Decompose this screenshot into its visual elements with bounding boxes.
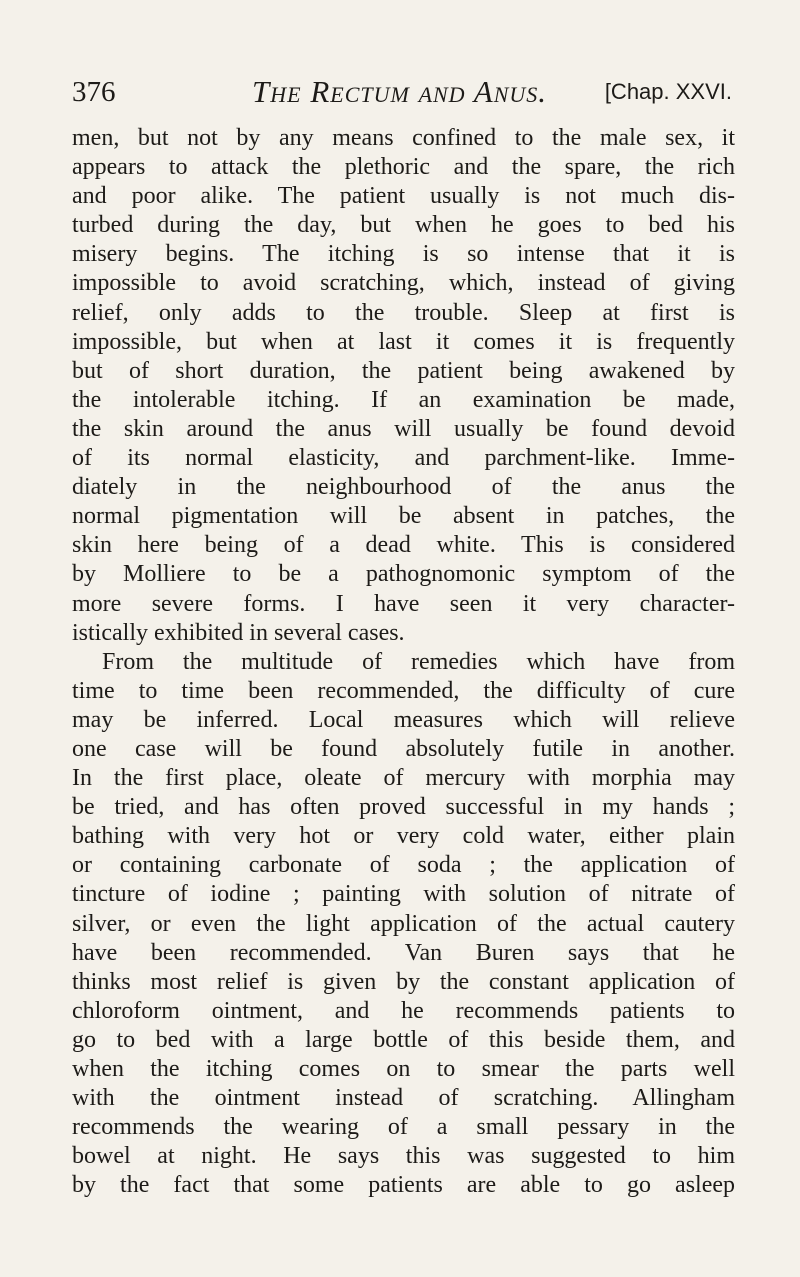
text-line: istically exhibited in several cases. (72, 619, 405, 646)
text-line: with the ointment instead of scratching. Allingham (72, 1085, 735, 1112)
text-line: or containing carbonate of soda ; the application of (72, 852, 735, 879)
text-line: time to time been recommended, the difficulty of cure (72, 677, 735, 704)
text-line: when the itching comes on to smear the parts well (72, 1056, 735, 1082)
text-line: appears to attack the plethoric and the spare, the rich (72, 154, 735, 181)
text-line: by the fact that some patients are able to go asleep (72, 1172, 735, 1199)
text-line: normal pigmentation will be absent in patches, the (72, 503, 735, 530)
text-line: chloroform ointment, and he recommends patients to (72, 997, 735, 1024)
chapter-reference: [Chap. XXVI. (604, 79, 732, 104)
text-line: relief, only adds to the trouble. Sleep at first is (72, 299, 735, 326)
text-line: the skin around the anus will usually be found devoid (72, 415, 735, 442)
text-line: by Molliere to be a pathognomonic symptom of the (72, 561, 735, 588)
running-title: The Rectum and Anus. (252, 74, 548, 109)
text-line: but of short duration, the patient being awakened by (72, 357, 735, 384)
text-line: more severe forms. I have seen it very character- (72, 590, 735, 617)
text-line: bathing with very hot or very cold water, either plain (72, 823, 735, 850)
text-line: turbed during the day, but when he goes to bed his (72, 212, 735, 239)
text-line: In the first place, oleate of mercury with morphia may (72, 765, 735, 792)
text-line: diately in the neighbourhood of the anus the (72, 474, 735, 501)
text-line: misery begins. The itching is so intense that it is (72, 241, 735, 268)
text-line: of its normal elasticity, and parchment-like. Imme- (72, 445, 735, 472)
text-line: skin here being of a dead white. This is considered (72, 532, 735, 559)
text-line: be tried, and has often proved successful in my hands ; (72, 794, 735, 821)
text-line: may be inferred. Local measures which will relieve (72, 706, 735, 733)
text-line: and poor alike. The patient usually is not much dis- (72, 183, 735, 210)
text-line: the intolerable itching. If an examination be made, (72, 386, 735, 413)
text-line: thinks most relief is given by the constant application of (72, 968, 735, 995)
text-line: recommends the wearing of a small pessary in the (72, 1114, 735, 1141)
text-line: go to bed with a large bottle of this beside them, and (72, 1026, 735, 1053)
text-line: men, but not by any means confined to the male sex, it (72, 125, 735, 151)
text-line: one case will be found absolutely futile in another. (72, 735, 735, 762)
text-line: bowel at night. He says this was suggested to him (72, 1143, 735, 1170)
text-line: From the multitude of remedies which have from (102, 648, 735, 675)
text-line: impossible, but when at last it comes it is frequently (72, 328, 735, 355)
text-line: have been recommended. Van Buren says that he (72, 939, 735, 966)
text-line: silver, or even the light application of the actual cautery (72, 910, 735, 937)
text-line: tincture of iodine ; painting with solution of nitrate of (72, 881, 735, 908)
page-header (72, 74, 732, 114)
page-number: 376 (72, 76, 116, 108)
body-text (72, 124, 735, 1200)
text-line: impossible to avoid scratching, which, instead of giving (72, 270, 735, 297)
